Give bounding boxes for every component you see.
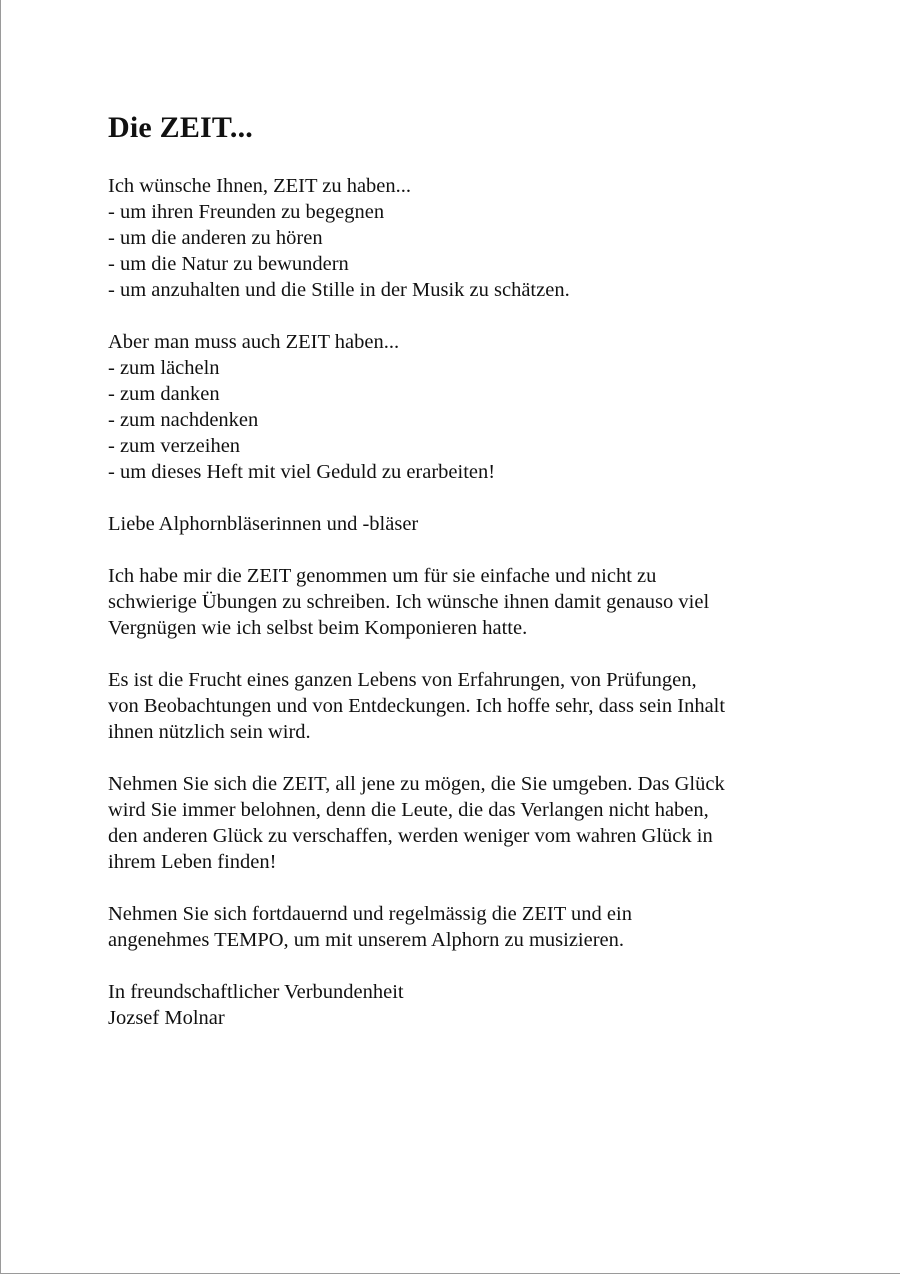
paragraph-line: Nehmen Sie sich fortdauernd und regelmässig die ZEIT und ein	[108, 903, 632, 925]
paragraph-line: - zum verzeihen	[108, 435, 241, 457]
paragraph-line: - um anzuhalten und die Stille in der Musik zu schätzen.	[108, 279, 570, 301]
paragraph-happiness	[108, 771, 868, 875]
paragraph-line: Aber man muss auch ZEIT haben...	[108, 331, 400, 353]
paragraph-line: den anderen Glück zu verschaffen, werden weniger vom wahren Glück in	[108, 825, 713, 847]
spacer	[108, 745, 868, 771]
paragraph-line: Nehmen Sie sich die ZEIT, all jene zu mögen, die Sie umgeben. Das Glück	[108, 773, 725, 795]
paragraph-line: - zum lächeln	[108, 357, 220, 379]
spacer	[108, 303, 868, 329]
paragraph-experience	[108, 667, 868, 745]
paragraph-line: von Beobachtungen und von Entdeckungen. Ich hoffe sehr, dass sein Inhalt	[108, 695, 726, 717]
paragraph-line: schwierige Übungen zu schreiben. Ich wünsche ihnen damit genauso viel	[108, 591, 710, 613]
spacer	[108, 875, 868, 901]
paragraph-line: - um ihren Freunden zu begegnen	[108, 201, 385, 223]
spacer	[108, 537, 868, 563]
document-title: Die ZEIT...	[108, 111, 253, 144]
paragraph-wishes	[108, 173, 868, 303]
paragraph-line: - zum danken	[108, 383, 220, 405]
paragraph-line: Ich habe mir die ZEIT genommen um für sie einfache und nicht zu	[108, 565, 657, 587]
spacer	[108, 148, 868, 173]
paragraph-line: wird Sie immer belohnen, denn die Leute, die das Verlangen nicht haben,	[108, 799, 709, 821]
paragraph-line: - zum nachdenken	[108, 409, 259, 431]
paragraph-line: - um dieses Heft mit viel Geduld zu erarbeiten!	[108, 461, 496, 483]
paragraph-line: Ich wünsche Ihnen, ZEIT zu haben...	[108, 175, 412, 197]
paragraph-line: Es ist die Frucht eines ganzen Lebens von Erfahrungen, von Prüfungen,	[108, 669, 697, 691]
paragraph-exercises	[108, 563, 868, 641]
spacer	[108, 485, 868, 511]
author-name: Jozsef Molnar	[108, 1007, 225, 1029]
paragraph-line: ihrem Leben finden!	[108, 851, 277, 873]
spacer	[108, 641, 868, 667]
document-content	[108, 108, 868, 1031]
paragraph-greeting	[108, 511, 868, 537]
paragraph-also-time	[108, 329, 868, 485]
paragraph-line: Liebe Alphornbläserinnen und -bläser	[108, 513, 419, 535]
signature-block	[108, 979, 868, 1031]
closing-line: In freundschaftlicher Verbundenheit	[108, 981, 404, 1003]
paragraph-line: - um die Natur zu bewundern	[108, 253, 349, 275]
paragraph-line: angenehmes TEMPO, um mit unserem Alphorn zu musizieren.	[108, 929, 625, 951]
paragraph-line: - um die anderen zu hören	[108, 227, 323, 249]
paragraph-line: ihnen nützlich sein wird.	[108, 721, 311, 743]
paragraph-line: Vergnügen wie ich selbst beim Komponieren hatte.	[108, 617, 528, 639]
spacer	[108, 953, 868, 979]
paragraph-tempo	[108, 901, 868, 953]
